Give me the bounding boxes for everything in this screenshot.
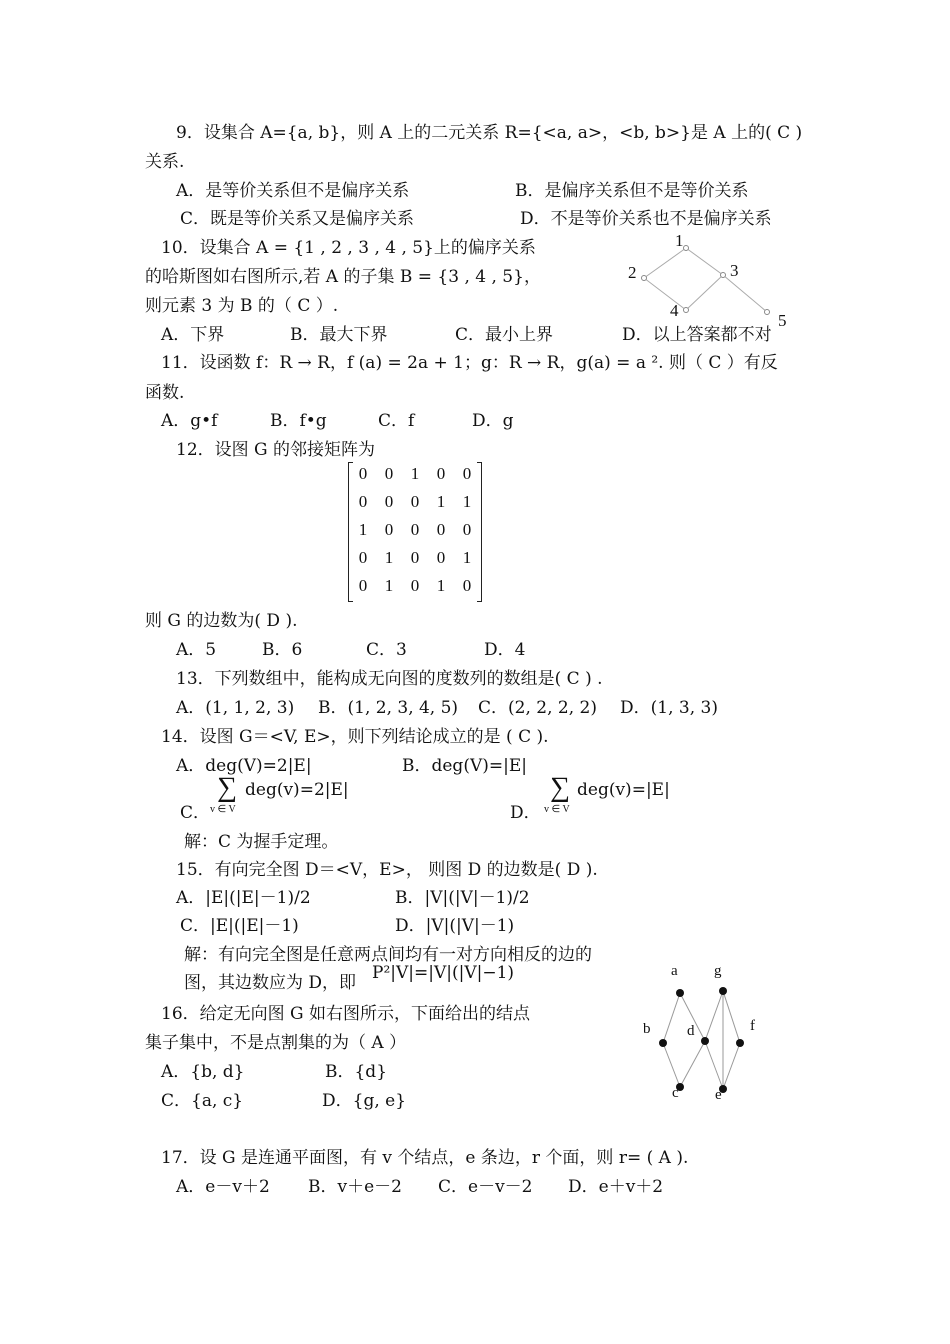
sum-symbol-d: ∑ <box>550 772 570 803</box>
graph-label-f: f <box>750 1018 755 1034</box>
q13-option-c: C．(2, 2, 2, 2) <box>478 698 597 718</box>
q11-option-a: A．g•f <box>161 411 218 431</box>
q14-option-d-label: D． <box>510 803 541 823</box>
matrix-cell: 1 <box>384 548 394 567</box>
graph-g <box>630 955 780 1105</box>
q17-option-d: D．e＋v＋2 <box>568 1177 664 1197</box>
matrix-cell: 0 <box>358 548 368 567</box>
q15-option-d: D．|V|(|V|－1) <box>395 916 515 936</box>
hasse-edge-3-4 <box>686 275 723 310</box>
graph-node-g <box>719 987 727 995</box>
matrix-cell: 0 <box>384 464 394 483</box>
matrix-cell: 1 <box>436 576 446 595</box>
q16-stem-cont: 集子集中，不是点割集的为（ A ） <box>145 1033 407 1053</box>
q10-option-a: A．下界 <box>161 325 225 345</box>
q13-option-a: A．(1, 1, 2, 3) <box>176 698 295 718</box>
matrix-cell: 0 <box>384 492 394 511</box>
hasse-label-2: 2 <box>628 263 637 282</box>
q10-option-c: C．最小上界 <box>455 325 554 345</box>
hasse-node-4 <box>684 308 689 313</box>
q9-stem: 9．设集合 A={a, b}，则 A 上的二元关系 R={<a, a>，<b, b>}是 A 上的( C ) <box>176 123 803 143</box>
graph-edge-d-c <box>680 1041 705 1087</box>
graph-label-c: c <box>672 1085 679 1101</box>
matrix-cell: 1 <box>462 548 472 567</box>
matrix-cell: 0 <box>436 520 446 539</box>
graph-label-g: g <box>714 963 722 979</box>
hasse-diagram <box>620 228 800 338</box>
hasse-edge-1-2 <box>644 248 686 278</box>
q11-option-b: B．f•g <box>270 411 327 431</box>
q15-explanation-cont: 图，其边数应为 D，即 <box>184 973 357 993</box>
matrix-cell: 0 <box>462 576 472 595</box>
hasse-label-4: 4 <box>670 301 679 320</box>
hasse-edge-2-4 <box>644 278 686 310</box>
matrix-cell: 0 <box>410 492 420 511</box>
matrix-cell: 1 <box>358 520 368 539</box>
q15-stem: 15．有向完全图 D＝<V，E>， 则图 D 的边数是( D ). <box>176 860 598 880</box>
q12-option-a: A．5 <box>176 640 217 660</box>
q9-stem-cont: 关系. <box>145 152 185 172</box>
graph-edge-g-d <box>705 991 723 1041</box>
matrix-cell: 1 <box>436 492 446 511</box>
adjacency-matrix <box>348 462 482 602</box>
q14-option-d-expr: deg(v)=|E| <box>577 780 670 800</box>
q17-option-c: C．e－v－2 <box>438 1177 533 1197</box>
graph-node-a <box>676 989 684 997</box>
q16-option-d: D．{g, e} <box>322 1091 407 1111</box>
q17-option-b: B．v＋e－2 <box>308 1177 402 1197</box>
q14-explanation: 解：C 为握手定理。 <box>184 832 339 852</box>
q10-stem-cont2: 则元素 3 为 B 的（ C ）. <box>145 296 339 316</box>
graph-label-a: a <box>671 963 678 979</box>
q12-option-d: D．4 <box>484 640 526 660</box>
q12-option-b: B．6 <box>262 640 303 660</box>
hasse-edge-1-3 <box>686 248 723 275</box>
q12-stem: 12．设图 G 的邻接矩阵为 <box>176 440 376 460</box>
q15-option-a: A．|E|(|E|－1)/2 <box>176 888 311 908</box>
q17-stem: 17．设 G 是连通平面图，有 v 个结点，e 条边，r 个面，则 r= ( A ). <box>161 1148 689 1168</box>
q15-option-b: B．|V|(|V|－1)/2 <box>395 888 530 908</box>
matrix-cell: 0 <box>410 548 420 567</box>
sum-subscript-d: v ∈ V <box>544 804 570 815</box>
graph-label-b: b <box>643 1021 651 1037</box>
graph-label-e: e <box>715 1087 722 1103</box>
matrix-cell: 0 <box>410 520 420 539</box>
q10-option-d: D．以上答案都不对 <box>622 325 772 345</box>
hasse-label-1: 1 <box>675 231 684 250</box>
graph-label-d: d <box>687 1023 695 1039</box>
q13-stem: 13．下列数组中，能构成无向图的度数列的数组是( C ) . <box>176 669 603 689</box>
q9-option-d: D．不是等价关系也不是偏序关系 <box>520 209 772 229</box>
matrix-cell: 0 <box>436 464 446 483</box>
q15-explanation-formula: P²|V|=|V|(|V|−1) <box>372 963 515 983</box>
matrix-cell: 0 <box>410 576 420 595</box>
q14-stem: 14．设图 G＝<V, E>，则下列结论成立的是 ( C ). <box>161 727 549 747</box>
graph-edge-f-e <box>723 1043 740 1089</box>
sum-subscript-c: v ∈ V <box>210 804 236 815</box>
q11-option-d: D．g <box>472 411 514 431</box>
hasse-edge-3-5 <box>723 275 767 312</box>
graph-edge-a-b <box>663 993 680 1043</box>
q14-option-c-label: C． <box>180 803 211 823</box>
q11-stem: 11．设函数 f：R → R，f (a) = 2a + 1；g：R → R，g(a) = a ². 则（ C ）有反 <box>161 353 778 373</box>
q12-stem-cont: 则 G 的边数为( D ). <box>145 611 298 631</box>
graph-node-b <box>659 1039 667 1047</box>
q13-option-d: D．(1, 3, 3) <box>620 698 718 718</box>
hasse-label-5: 5 <box>778 311 787 330</box>
q10-stem: 10．设集合 A = {1 , 2 , 3 , 4 , 5}上的偏序关系 <box>161 238 536 258</box>
matrix-cell: 1 <box>410 464 420 483</box>
matrix-cell: 0 <box>358 576 368 595</box>
matrix-cell: 1 <box>384 576 394 595</box>
hasse-node-2 <box>642 276 647 281</box>
q9-option-b: B．是偏序关系但不是等价关系 <box>515 181 749 201</box>
hasse-node-5 <box>765 310 770 315</box>
q17-option-a: A．e－v＋2 <box>176 1177 270 1197</box>
hasse-label-3: 3 <box>730 261 739 280</box>
q16-stem: 16．给定无向图 G 如右图所示，下面给出的结点 <box>161 1004 531 1024</box>
q12-option-c: C．3 <box>366 640 407 660</box>
q15-option-c: C．|E|(|E|－1) <box>180 916 299 936</box>
graph-edge-g-f <box>723 991 740 1043</box>
q11-stem-cont: 函数. <box>145 383 185 403</box>
q14-option-b: B．deg(V)=|E| <box>402 756 527 776</box>
matrix-cell: 0 <box>358 464 368 483</box>
graph-node-f <box>736 1039 744 1047</box>
q14-option-c-expr: deg(v)=2|E| <box>245 780 349 800</box>
q14-option-a: A．deg(V)=2|E| <box>176 756 312 776</box>
q16-option-b: B．{d} <box>325 1062 388 1082</box>
matrix-cell: 0 <box>462 464 472 483</box>
q10-option-b: B．最大下界 <box>290 325 388 345</box>
graph-node-d <box>701 1037 709 1045</box>
matrix-cell: 0 <box>436 548 446 567</box>
q13-option-b: B．(1, 2, 3, 4, 5) <box>318 698 459 718</box>
q15-explanation: 解：有向完全图是任意两点间均有一对方向相反的边的 <box>184 945 592 965</box>
q16-option-a: A．{b, d} <box>161 1062 245 1082</box>
graph-edge-d-e <box>705 1041 723 1089</box>
hasse-node-1 <box>684 246 689 251</box>
matrix-cell: 1 <box>462 492 472 511</box>
matrix-cell: 0 <box>462 520 472 539</box>
q9-option-a: A．是等价关系但不是偏序关系 <box>176 181 410 201</box>
q10-stem-cont: 的哈斯图如右图所示,若 A 的子集 B = {3 , 4 , 5}， <box>145 267 541 287</box>
matrix-cell: 0 <box>384 520 394 539</box>
q9-option-c: C．既是等价关系又是偏序关系 <box>180 209 415 229</box>
sum-symbol-c: ∑ <box>217 772 237 803</box>
matrix-cell: 0 <box>358 492 368 511</box>
q11-option-c: C．f <box>378 411 415 431</box>
graph-edge-b-c <box>663 1043 680 1087</box>
q16-option-c: C．{a, c} <box>161 1091 244 1111</box>
hasse-node-3 <box>721 273 726 278</box>
